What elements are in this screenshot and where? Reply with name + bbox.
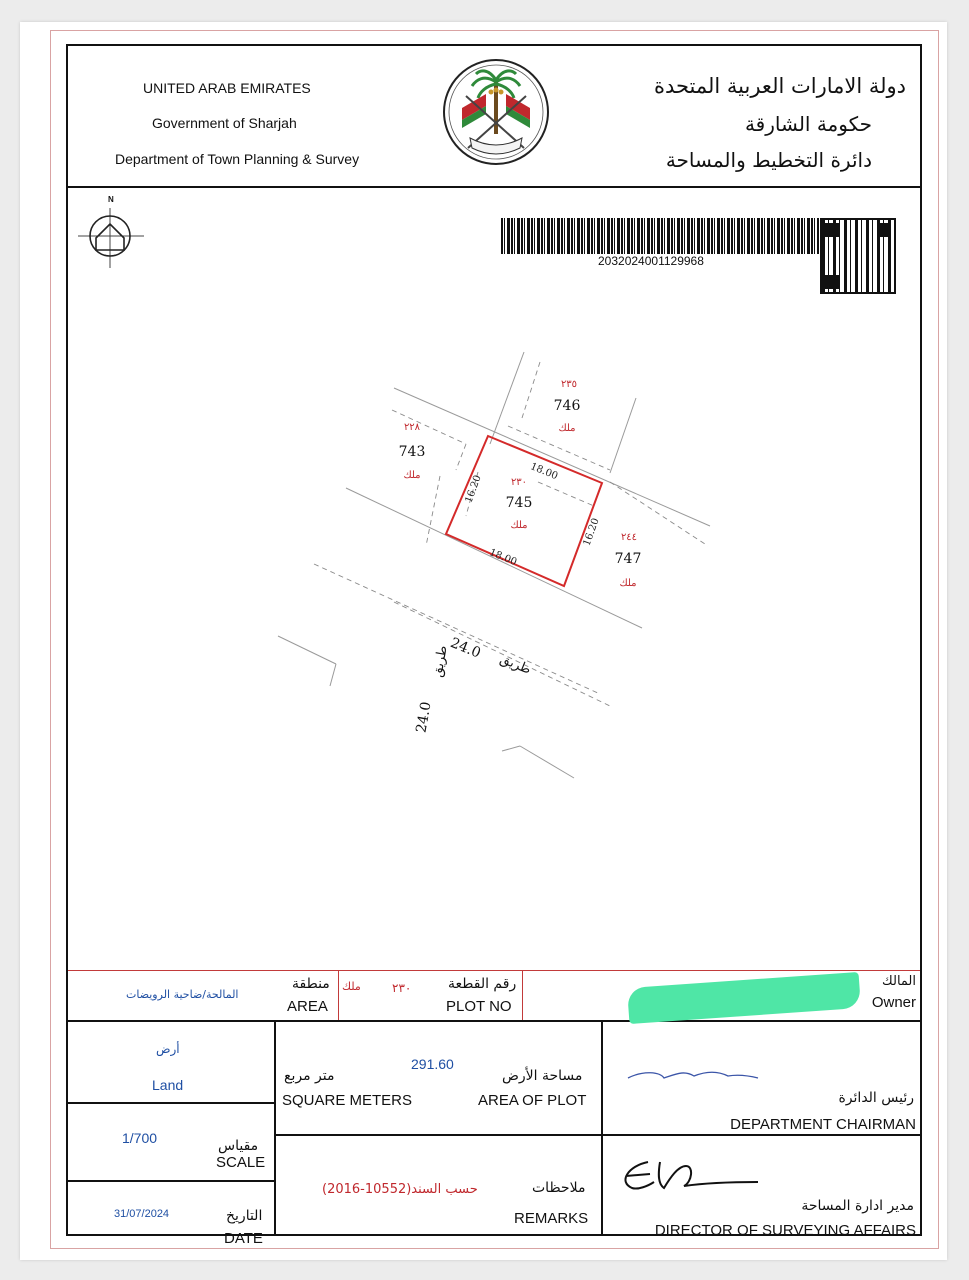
details-row-mid xyxy=(274,1134,920,1136)
north-label: N xyxy=(108,195,114,204)
remarks-label-en: REMARKS xyxy=(514,1210,589,1227)
owner-name-redaction xyxy=(627,972,861,1024)
plot-745-type: ملك xyxy=(510,520,528,531)
plot-743-number: 743 xyxy=(398,444,426,460)
barcode-number: 2032024001129968 xyxy=(598,254,704,268)
road-label-main: طريق xyxy=(497,651,533,678)
road-width-side: 24.0 xyxy=(413,700,435,735)
owner-label-ar: المالك xyxy=(882,974,916,989)
survey-frame xyxy=(66,44,922,1247)
header-country-en: UNITED ARAB EMIRATES xyxy=(143,80,311,96)
unit-label-en: SQUARE METERS xyxy=(282,1092,413,1109)
director-label-ar: مدير ادارة المساحة xyxy=(801,1198,914,1214)
header-country-ar: دولة الامارات العربية المتحدة xyxy=(653,74,906,98)
plot-747-ar-number: ٢٤٤ xyxy=(620,532,638,543)
dimension-bottom: 18.00 xyxy=(487,547,519,569)
plot-area-value: 291.60 xyxy=(411,1056,454,1072)
chairman-signature xyxy=(624,1064,764,1088)
plot-area-label-ar: مساحة الأرض xyxy=(502,1068,583,1084)
document-sheet xyxy=(20,22,947,1260)
header-department-ar: دائرة التخطيط والمساحة xyxy=(665,148,872,172)
owner-divider-2 xyxy=(522,970,523,1020)
owner-label-en: Owner xyxy=(871,994,916,1011)
plot-747-number: 747 xyxy=(614,551,642,567)
director-signature xyxy=(608,1152,768,1204)
plot-747-type: ملك xyxy=(619,578,637,589)
unit-label-ar: متر مربع xyxy=(284,1068,335,1084)
plot-743-type: ملك xyxy=(403,470,421,481)
header-department-en: Department of Town Planning & Survey xyxy=(115,151,360,167)
details-divider-right xyxy=(601,1020,603,1236)
plot-743-ar-number: ٢٢٨ xyxy=(403,422,421,433)
plot-745-ar-number: ٢٣٠ xyxy=(510,477,528,488)
remarks-label-ar: ملاحظات xyxy=(532,1180,586,1196)
road-label-side: طريق xyxy=(430,644,451,679)
dimension-left: 16.20 xyxy=(463,473,484,505)
date-value: 31/07/2024 xyxy=(114,1208,170,1220)
details-divider-left xyxy=(274,1020,276,1236)
date-label-ar: التاريخ xyxy=(226,1208,263,1224)
plot-746-number: 746 xyxy=(553,398,581,414)
plot-no-label-en: PLOT NO xyxy=(446,998,512,1015)
area-value: المالحة/ضاحية الرويضات xyxy=(126,988,239,1001)
director-label-en: DIRECTOR OF SURVEYING AFFAIRS xyxy=(654,1222,916,1239)
header-government-ar: حكومة الشارقة xyxy=(744,112,872,136)
plot-area-label-en: AREA OF PLOT xyxy=(478,1092,587,1109)
owner-row-bottom-border xyxy=(68,1020,920,1022)
plot-no-label-ar: رقم القطعة xyxy=(448,976,517,992)
dimension-right: 16.20 xyxy=(581,516,602,548)
land-type-ar: أرض xyxy=(156,1042,180,1056)
plot-746-ar-number: ٢٣٥ xyxy=(560,379,578,390)
date-label-en: DATE xyxy=(224,1230,263,1247)
details-row-1-left xyxy=(68,1102,275,1104)
road-width-main: 24.0 xyxy=(448,635,483,662)
ownership-type: ملك xyxy=(342,980,361,993)
plot-no-value: ٢٣٠ xyxy=(392,981,412,995)
remarks-value: حسب السند(10552-2016) xyxy=(322,1182,478,1197)
header-government-en: Government of Sharjah xyxy=(152,115,297,131)
area-label-ar: منطقة xyxy=(292,976,330,992)
scale-value: 1/700 xyxy=(122,1130,158,1146)
plot-746-type: ملك xyxy=(558,423,576,434)
scale-label-ar: مقياس xyxy=(218,1138,259,1154)
owner-divider-1 xyxy=(338,970,339,1020)
site-plan-map xyxy=(68,46,920,971)
dimension-top: 18.00 xyxy=(528,461,560,483)
scale-label-en: SCALE xyxy=(216,1154,266,1171)
chairman-label-en: DEPARTMENT CHAIRMAN xyxy=(730,1116,916,1133)
chairman-label-ar: رئيس الدائرة xyxy=(838,1090,914,1106)
owner-row-top-border xyxy=(68,970,920,971)
plot-745-number: 745 xyxy=(505,495,533,511)
land-type-en: Land xyxy=(152,1077,184,1093)
area-label-en: AREA xyxy=(287,998,328,1015)
details-row-2-left xyxy=(68,1180,275,1182)
